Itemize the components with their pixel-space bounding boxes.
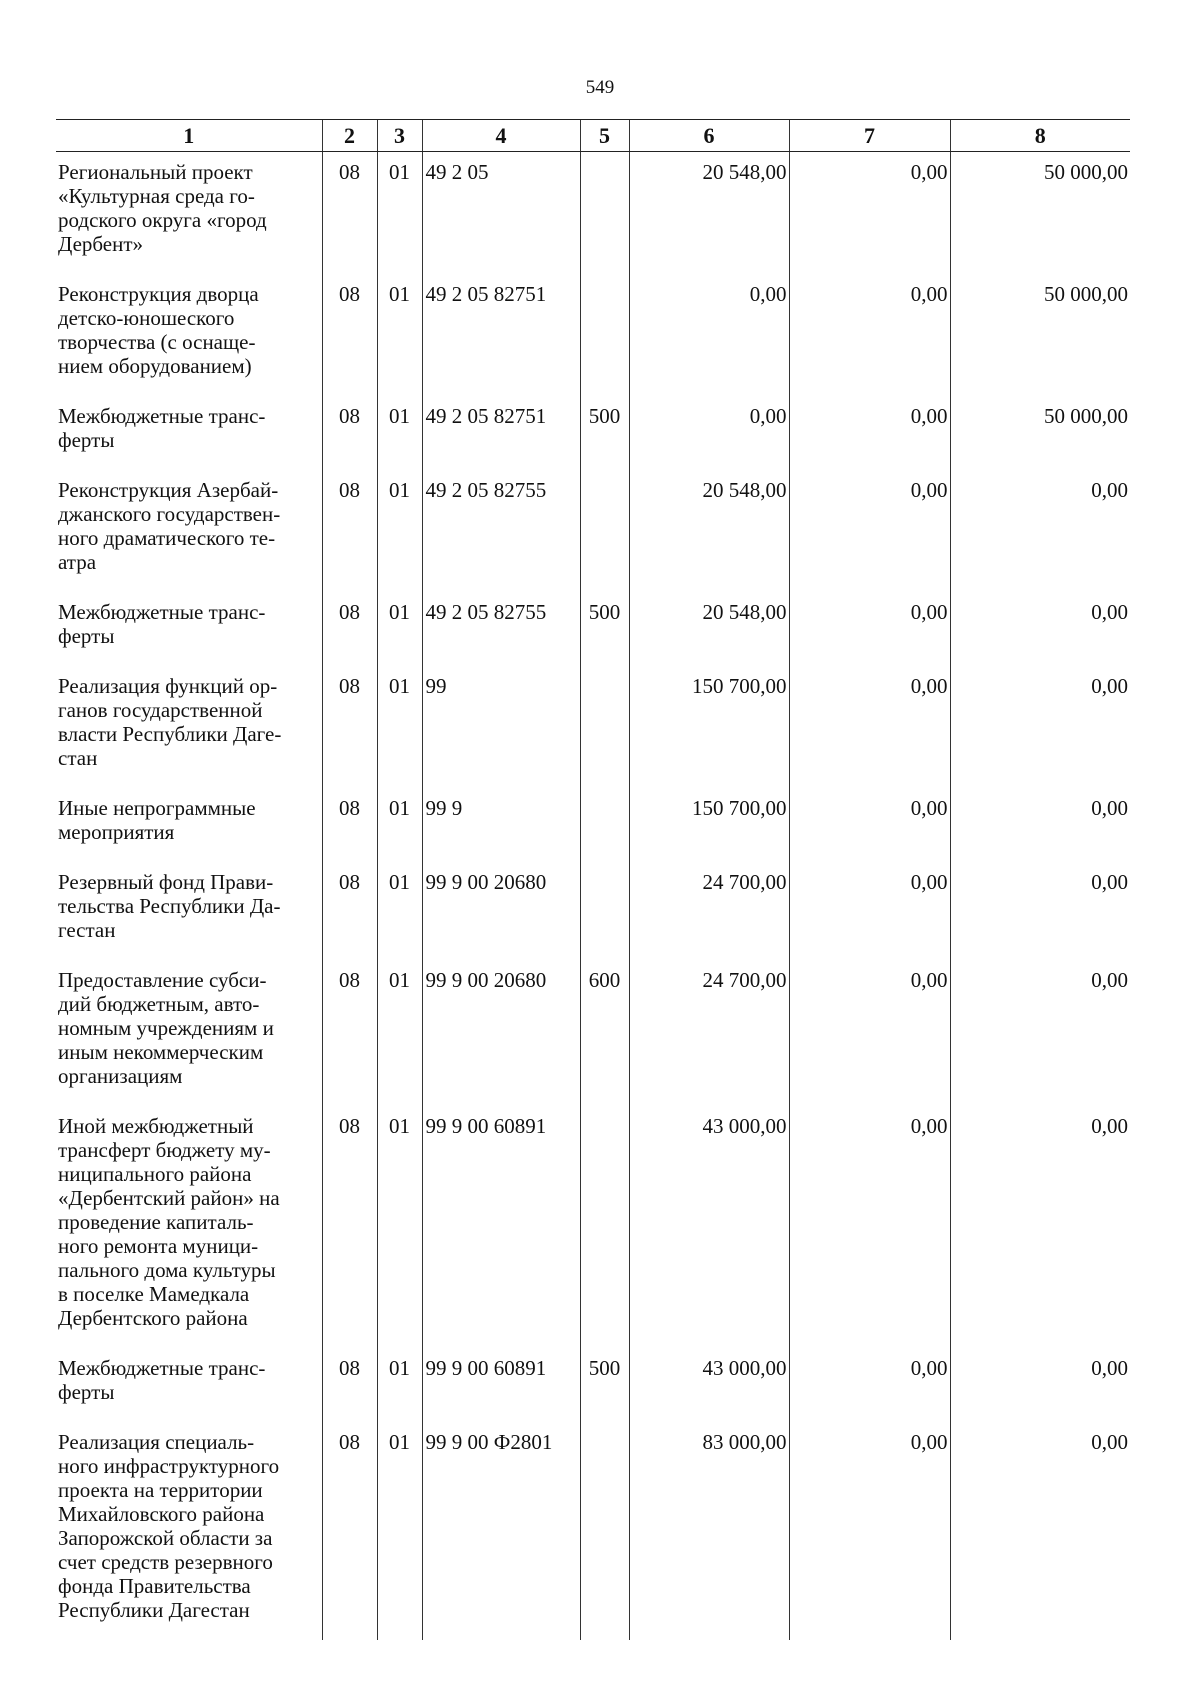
cell-name-line: Михайловского района <box>58 1502 265 1526</box>
cell-target: 99 9 00 60891 <box>422 1106 580 1348</box>
cell-amount-8: 50 000,00 <box>950 396 1130 470</box>
cell-name-line: Запорожской области за <box>58 1526 273 1550</box>
cell-expense-type <box>580 862 629 960</box>
cell-name-line: Реконструкция дворца <box>58 282 259 306</box>
cell-expense-type <box>580 1422 629 1640</box>
cell-name-line: Региональный проект <box>58 160 253 184</box>
cell-amount-7: 0,00 <box>789 396 950 470</box>
header-col-4: 4 <box>422 120 580 152</box>
cell-amount-7: 0,00 <box>789 1106 950 1348</box>
cell-name <box>56 274 322 396</box>
cell-rz: 08 <box>322 470 377 592</box>
cell-rz: 08 <box>322 592 377 666</box>
header-col-6: 6 <box>629 120 789 152</box>
cell-rz: 08 <box>322 274 377 396</box>
cell-amount-8: 50 000,00 <box>950 152 1130 275</box>
cell-name-line: мероприятия <box>58 820 175 844</box>
cell-amount-8: 0,00 <box>950 862 1130 960</box>
cell-amount-8: 0,00 <box>950 960 1130 1106</box>
cell-amount-8: 0,00 <box>950 666 1130 788</box>
cell-amount-6: 0,00 <box>629 274 789 396</box>
cell-name-line: Резервный фонд Прави- <box>58 870 274 894</box>
cell-name <box>56 1106 322 1348</box>
cell-name-line: организациям <box>58 1064 183 1088</box>
cell-expense-type <box>580 274 629 396</box>
cell-rz: 08 <box>322 666 377 788</box>
cell-expense-type <box>580 788 629 862</box>
cell-name-line: ферты <box>58 428 115 452</box>
cell-name-line: Реализация специаль- <box>58 1430 255 1454</box>
cell-name-line: Реализация функций ор- <box>58 674 278 698</box>
table-row <box>56 1348 1130 1422</box>
header-col-5: 5 <box>580 120 629 152</box>
cell-name-line: Межбюджетные транс- <box>58 600 266 624</box>
cell-target: 99 9 00 Ф2801 <box>422 1422 580 1640</box>
cell-name-line: номным учреждениям и <box>58 1016 274 1040</box>
table-row <box>56 274 1130 396</box>
cell-amount-6: 150 700,00 <box>629 788 789 862</box>
cell-pr: 01 <box>377 152 422 275</box>
cell-name <box>56 788 322 862</box>
cell-target: 99 <box>422 666 580 788</box>
cell-name-line: ного инфраструктурного <box>58 1454 280 1478</box>
table-row <box>56 788 1130 862</box>
cell-target: 49 2 05 <box>422 152 580 275</box>
cell-name-line: ферты <box>58 1380 115 1404</box>
cell-amount-8: 0,00 <box>950 788 1130 862</box>
cell-name-line: творчества (с оснаще- <box>58 330 256 354</box>
cell-pr: 01 <box>377 470 422 592</box>
cell-amount-7: 0,00 <box>789 960 950 1106</box>
cell-amount-6: 20 548,00 <box>629 152 789 275</box>
cell-name-line: Межбюджетные транс- <box>58 1356 266 1380</box>
cell-name-line: Иной межбюджетный <box>58 1114 254 1138</box>
cell-expense-type: 500 <box>580 396 629 470</box>
cell-name-line: иным некоммерческим <box>58 1040 264 1064</box>
cell-rz: 08 <box>322 788 377 862</box>
table-row <box>56 862 1130 960</box>
cell-name-line: джанского государствен- <box>58 502 281 526</box>
cell-name <box>56 960 322 1106</box>
cell-pr: 01 <box>377 396 422 470</box>
cell-name-line: пального дома культуры <box>58 1258 276 1282</box>
cell-amount-7: 0,00 <box>789 788 950 862</box>
cell-name <box>56 666 322 788</box>
cell-amount-6: 24 700,00 <box>629 960 789 1106</box>
header-col-3: 3 <box>377 120 422 152</box>
cell-pr: 01 <box>377 274 422 396</box>
cell-amount-8: 0,00 <box>950 1106 1130 1348</box>
cell-target: 99 9 00 20680 <box>422 960 580 1106</box>
cell-target: 99 9 00 60891 <box>422 1348 580 1422</box>
cell-amount-6: 83 000,00 <box>629 1422 789 1640</box>
cell-amount-6: 24 700,00 <box>629 862 789 960</box>
cell-name-line: атра <box>58 550 97 574</box>
cell-name-line: проекта на территории <box>58 1478 263 1502</box>
table-row <box>56 1106 1130 1348</box>
cell-name-line: дий бюджетным, авто- <box>58 992 260 1016</box>
cell-amount-7: 0,00 <box>789 592 950 666</box>
cell-pr: 01 <box>377 666 422 788</box>
header-col-8: 8 <box>950 120 1130 152</box>
cell-amount-8: 0,00 <box>950 470 1130 592</box>
cell-expense-type <box>580 470 629 592</box>
cell-name-line: тельства Республики Да- <box>58 894 281 918</box>
cell-name-line: гестан <box>58 918 116 942</box>
cell-pr: 01 <box>377 1106 422 1348</box>
cell-rz: 08 <box>322 862 377 960</box>
cell-amount-8: 0,00 <box>950 1422 1130 1640</box>
cell-expense-type: 500 <box>580 1348 629 1422</box>
cell-name-line: «Культурная среда го- <box>58 184 255 208</box>
cell-name-line: родского округа «город <box>58 208 267 232</box>
cell-pr: 01 <box>377 592 422 666</box>
cell-name-line: Дербент» <box>58 232 144 256</box>
cell-rz: 08 <box>322 152 377 275</box>
table-header-row <box>56 120 1130 152</box>
cell-pr: 01 <box>377 788 422 862</box>
cell-name-line: Реконструкция Азербай- <box>58 478 279 502</box>
cell-pr: 01 <box>377 1422 422 1640</box>
cell-pr: 01 <box>377 960 422 1106</box>
cell-name-line: трансферт бюджету му- <box>58 1138 271 1162</box>
cell-name-line: Республики Дагестан <box>58 1598 250 1622</box>
cell-name-line: ниципального района <box>58 1162 252 1186</box>
cell-amount-8: 0,00 <box>950 592 1130 666</box>
cell-name-line: счет средств резервного <box>58 1550 273 1574</box>
cell-name-line: ганов государственной <box>58 698 263 722</box>
cell-amount-7: 0,00 <box>789 152 950 275</box>
cell-rz: 08 <box>322 396 377 470</box>
cell-amount-7: 0,00 <box>789 274 950 396</box>
table-row <box>56 592 1130 666</box>
cell-name <box>56 396 322 470</box>
cell-pr: 01 <box>377 1348 422 1422</box>
cell-name-line: стан <box>58 746 98 770</box>
cell-name-line: проведение капиталь- <box>58 1210 254 1234</box>
cell-rz: 08 <box>322 1348 377 1422</box>
cell-expense-type <box>580 666 629 788</box>
cell-name <box>56 862 322 960</box>
cell-name-line: детско-юношеского <box>58 306 235 330</box>
cell-amount-6: 20 548,00 <box>629 592 789 666</box>
cell-amount-6: 43 000,00 <box>629 1348 789 1422</box>
budget-table <box>56 119 1130 1640</box>
page-number: 549 <box>585 77 615 98</box>
cell-name-line: Дербентского района <box>58 1306 248 1330</box>
cell-amount-6: 43 000,00 <box>629 1106 789 1348</box>
cell-name-line: «Дербентский район» на <box>58 1186 280 1210</box>
cell-name <box>56 152 322 275</box>
cell-name <box>56 592 322 666</box>
cell-expense-type <box>580 152 629 275</box>
cell-amount-7: 0,00 <box>789 1348 950 1422</box>
cell-target: 49 2 05 82751 <box>422 396 580 470</box>
cell-target: 49 2 05 82755 <box>422 592 580 666</box>
cell-amount-7: 0,00 <box>789 666 950 788</box>
cell-amount-6: 150 700,00 <box>629 666 789 788</box>
cell-name-line: Предоставление субси- <box>58 968 267 992</box>
cell-name-line: власти Республики Даге- <box>58 722 282 746</box>
cell-amount-7: 0,00 <box>789 862 950 960</box>
table-row <box>56 1422 1130 1640</box>
table-row <box>56 470 1130 592</box>
table-row <box>56 396 1130 470</box>
cell-name-line: фонда Правительства <box>58 1574 251 1598</box>
cell-name <box>56 470 322 592</box>
cell-target: 99 9 <box>422 788 580 862</box>
cell-rz: 08 <box>322 960 377 1106</box>
cell-name-line: нием оборудованием) <box>58 354 252 378</box>
cell-amount-8: 0,00 <box>950 1348 1130 1422</box>
cell-name <box>56 1422 322 1640</box>
cell-amount-7: 0,00 <box>789 1422 950 1640</box>
cell-expense-type: 500 <box>580 592 629 666</box>
table-row <box>56 666 1130 788</box>
cell-name-line: Иные непрограммные <box>58 796 256 820</box>
table-row <box>56 960 1130 1106</box>
cell-expense-type <box>580 1106 629 1348</box>
cell-name-line: ного драматического те- <box>58 526 276 550</box>
cell-amount-7: 0,00 <box>789 470 950 592</box>
table-row <box>56 152 1130 275</box>
cell-rz: 08 <box>322 1106 377 1348</box>
cell-name-line: Межбюджетные транс- <box>58 404 266 428</box>
cell-target: 49 2 05 82755 <box>422 470 580 592</box>
cell-rz: 08 <box>322 1422 377 1640</box>
cell-name-line: ферты <box>58 624 115 648</box>
header-col-1: 1 <box>56 120 322 152</box>
cell-pr: 01 <box>377 862 422 960</box>
cell-name <box>56 1348 322 1422</box>
cell-name-line: в поселке Мамедкала <box>58 1282 250 1306</box>
header-col-2: 2 <box>322 120 377 152</box>
header-col-7: 7 <box>789 120 950 152</box>
cell-target: 99 9 00 20680 <box>422 862 580 960</box>
cell-name-line: ного ремонта муници- <box>58 1234 259 1258</box>
cell-target: 49 2 05 82751 <box>422 274 580 396</box>
cell-amount-8: 50 000,00 <box>950 274 1130 396</box>
cell-expense-type: 600 <box>580 960 629 1106</box>
cell-amount-6: 20 548,00 <box>629 470 789 592</box>
cell-amount-6: 0,00 <box>629 396 789 470</box>
